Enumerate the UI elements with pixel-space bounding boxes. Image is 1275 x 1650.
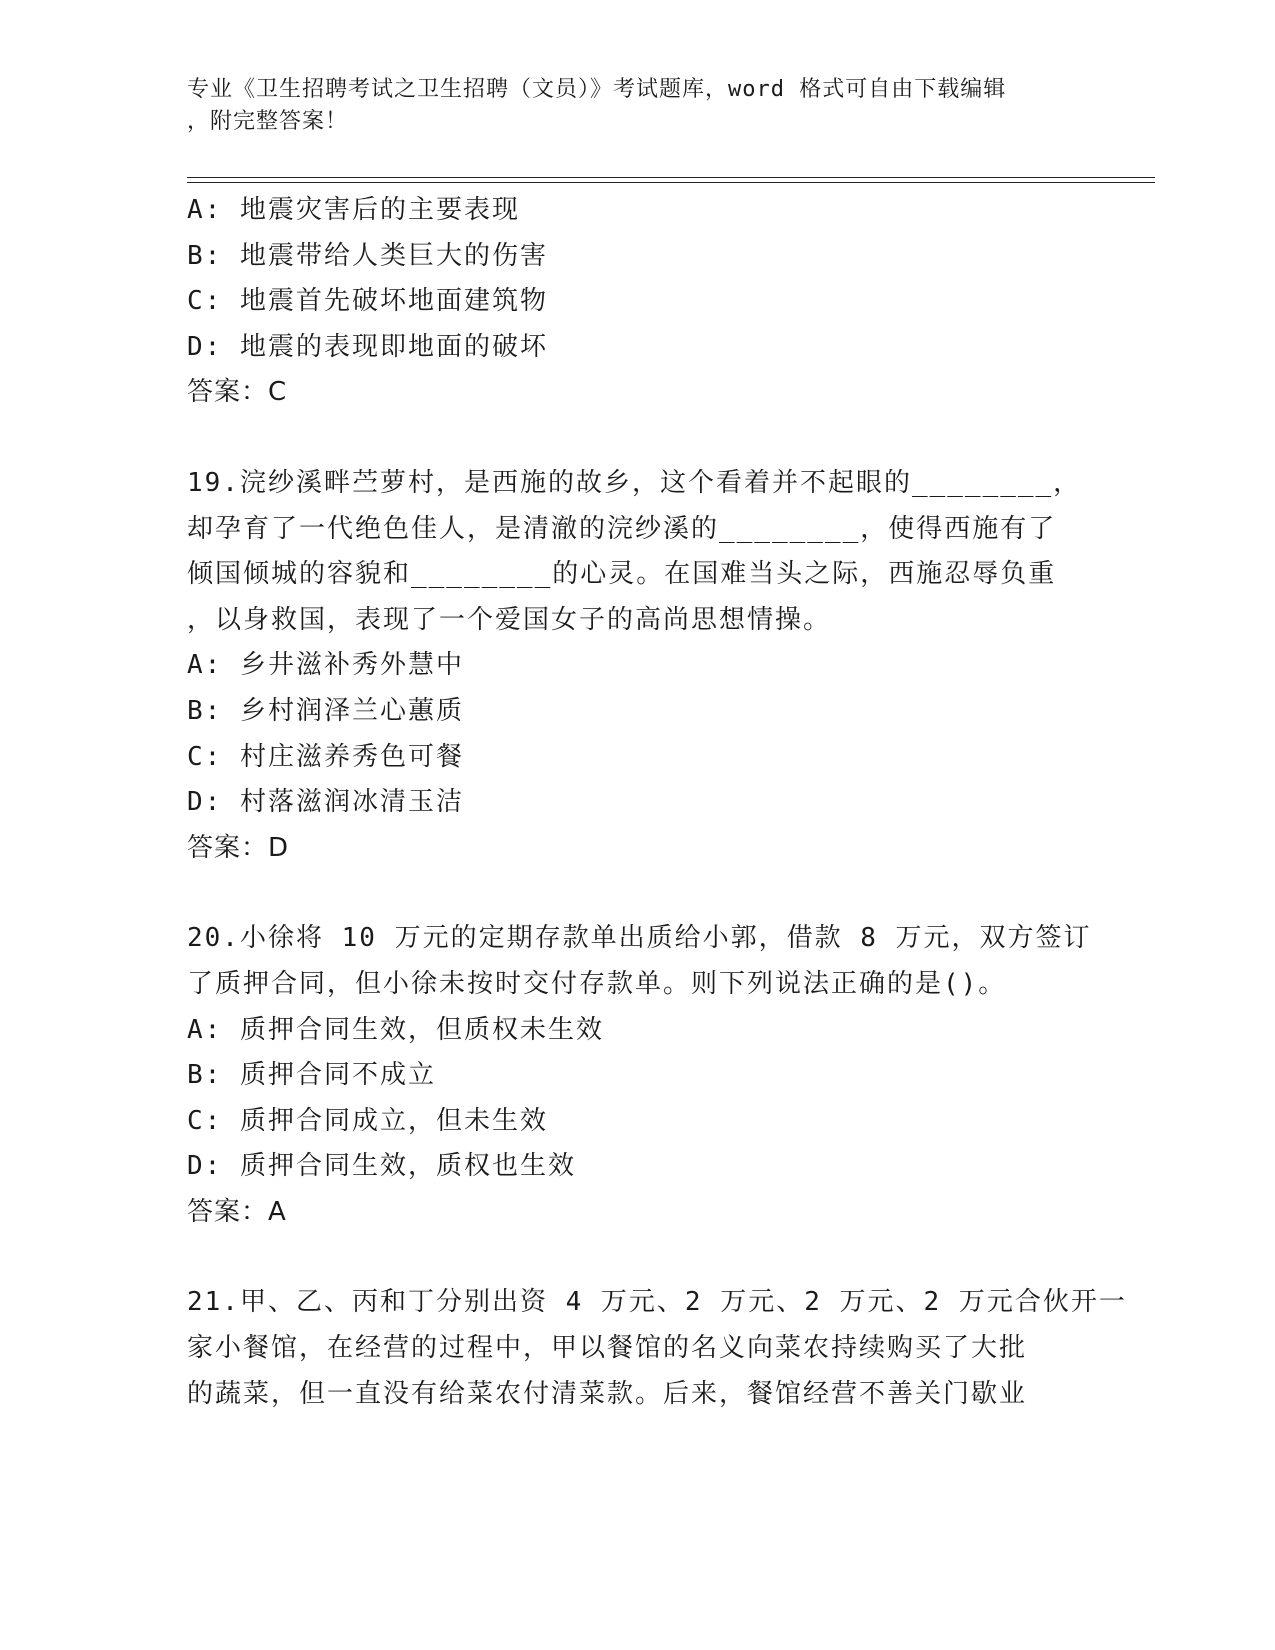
- question-stem-line: 家小餐馆，在经营的过程中，甲以餐馆的名义向菜农持续购买了大批: [187, 1333, 1028, 1364]
- header-line-1: 专业《卫生招聘考试之卫生招聘（文员）》考试题库，word 格式可自由下载编辑: [187, 77, 1007, 102]
- question-stem-line: 19.浣纱溪畔苎萝村，是西施的故乡，这个看着并不起眼的________，: [187, 467, 1082, 498]
- question-20-block: [187, 916, 1092, 1235]
- option-c: C: 质押合同成立，但未生效: [187, 1105, 548, 1136]
- spacer: [187, 1235, 1087, 1280]
- option-d: D: 地震的表现即地面的破坏: [187, 331, 548, 362]
- spacer: [187, 416, 1087, 461]
- answer-line: 答案：C: [187, 377, 288, 408]
- answer-line: 答案：A: [187, 1196, 287, 1227]
- option-a: A: 乡井滋补秀外慧中: [187, 650, 464, 681]
- question-stem-line: 20.小徐将 10 万元的定期存款单出质给小郭，借款 8 万元，双方签订: [187, 923, 1092, 954]
- option-c: C: 地震首先破坏地面建筑物: [187, 286, 548, 317]
- option-d: D: 村落滋润冰清玉洁: [187, 787, 464, 818]
- header-divider-bottom: [187, 182, 1155, 183]
- header-divider-top: [187, 177, 1155, 178]
- option-b: B: 地震带给人类巨大的伤害: [187, 240, 548, 271]
- answer-line: 答案：D: [187, 832, 290, 863]
- option-b: B: 乡村润泽兰心蕙质: [187, 695, 464, 726]
- question-21-block: [187, 1280, 1127, 1417]
- document-header: [187, 74, 1067, 138]
- spacer: [187, 871, 1087, 916]
- header-line-2: ，附完整答案！: [187, 109, 349, 134]
- document-body: [187, 188, 1127, 1417]
- question-stem-line: 21.甲、乙、丙和丁分别出资 4 万元、2 万元、2 万元、2 万元合伙开一: [187, 1287, 1127, 1318]
- option-b: B: 质押合同不成立: [187, 1060, 436, 1091]
- question-stem-line: 却孕育了一代绝色佳人，是清澈的浣纱溪的________，使得西施有了: [187, 513, 1057, 544]
- option-c: C: 村庄滋养秀色可餐: [187, 741, 464, 772]
- option-d: D: 质押合同生效，质权也生效: [187, 1151, 576, 1182]
- question-19-block: [187, 461, 1087, 871]
- question-stem-line: 了质押合同，但小徐未按时交付存款单。则下列说法正确的是()。: [187, 968, 1007, 999]
- question-stem-line: ，以身救国，表现了一个爱国女子的高尚思想情操。: [187, 604, 832, 635]
- question-stem-line: 倾国倾城的容貌和________的心灵。在国难当头之际，西施忍辱负重: [187, 559, 1057, 590]
- option-a: A: 质押合同生效，但质权未生效: [187, 1014, 604, 1045]
- question-stem-line: 的蔬菜，但一直没有给菜农付清菜款。后来，餐馆经营不善关门歇业: [187, 1378, 1028, 1409]
- question-18-block: [187, 188, 1087, 416]
- option-a: A: 地震灾害后的主要表现: [187, 195, 520, 225]
